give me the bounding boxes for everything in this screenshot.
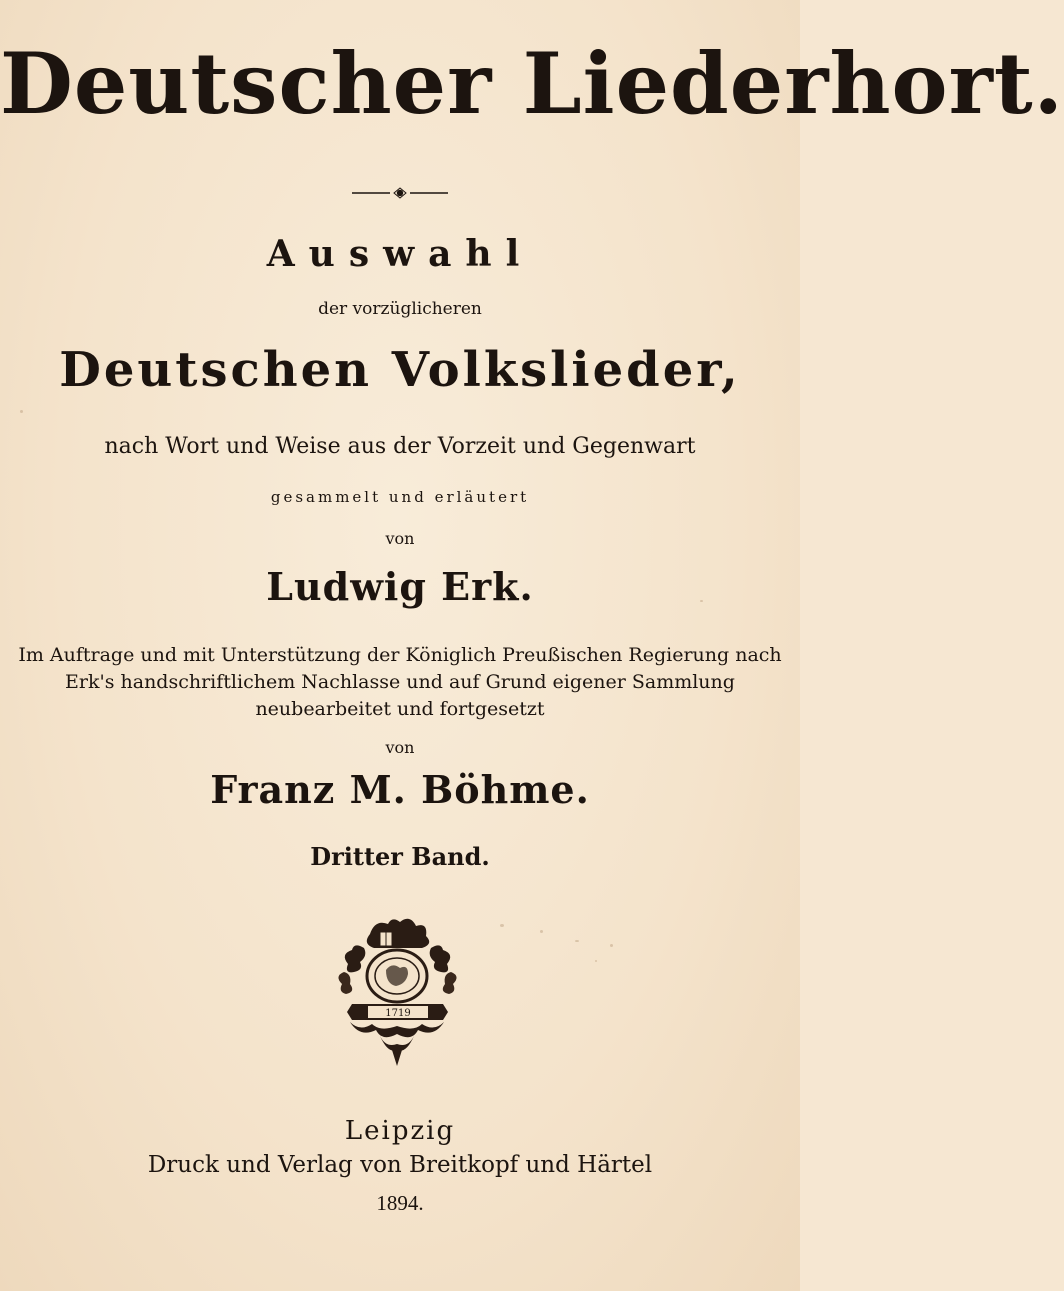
commission-line-2: Erk's handschriftlichem Nachlasse und auf Grund eigener Sammlung — [65, 671, 735, 693]
subtitle-nach-wort: nach Wort und Weise aus der Vorzeit und Gegenwart — [104, 434, 696, 459]
publication-place: Leipzig — [344, 1116, 456, 1146]
ornamental-rule — [0, 186, 800, 200]
paper-speck — [610, 944, 613, 947]
von-label-1: von — [385, 529, 415, 548]
volume-label: Dritter Band. — [310, 842, 490, 871]
subtitle-vorzueglicheren: der vorzüglicheren — [318, 299, 482, 319]
paper-speck — [20, 410, 23, 413]
publisher-line: Druck und Verlag von Breitkopf und Härtel — [147, 1152, 653, 1178]
editor-name: Franz M. Böhme. — [210, 767, 590, 812]
ornamental-rule-icon — [350, 186, 450, 200]
paper-speck — [500, 924, 504, 927]
subtitle-gesammelt: gesammelt und erläutert — [270, 488, 530, 506]
commission-line-3: neubearbeitet und fortgesetzt — [255, 698, 545, 720]
subtitle-auswahl: Auswahl — [266, 233, 534, 275]
paper-speck — [540, 930, 543, 933]
author-name: Ludwig Erk. — [266, 564, 534, 609]
publisher-emblem — [330, 914, 465, 1074]
paper-speck — [575, 940, 579, 942]
paper-speck — [595, 960, 597, 962]
subtitle-volkslieder: Deutschen Volkslieder, — [59, 342, 741, 398]
commission-line-1: Im Auftrage und mit Unterstützung der Königlich Preußischen Regierung nach — [18, 644, 782, 666]
paper-speck — [700, 600, 703, 602]
book-title: Deutscher Liederhort. — [0, 34, 1064, 133]
von-label-2: von — [385, 738, 415, 757]
publication-year: 1894. — [376, 1191, 424, 1215]
publisher-emblem-icon — [330, 914, 465, 1074]
emblem-year: 1719 — [385, 1008, 411, 1019]
